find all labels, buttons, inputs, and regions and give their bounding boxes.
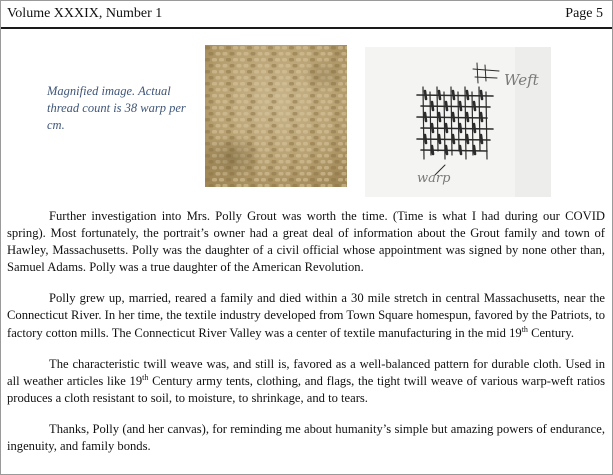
paragraph-3: The characteristic twill weave was, and still is, favored as a well-balanced pattern for durable cloth. Used in all weather articles like 19th Century army tents, clothing, and flags, the tight twill weave of various warp-weft ratios produces a cloth resistant to soil, to moisture, to shrinkage, and to tears. (7, 356, 606, 405)
paragraph-2: Polly grew up, married, reared a family and died within a 30 mile stretch in central Massachusetts, near the Connecticut River. In her time, the textile industry developed from Town Square homespun, favored by the Patriots, to factory cotton mills. The Connecticut River Valley was a center of textile manufacturing in the mid 19th Century. (7, 291, 605, 340)
paragraph-4: Thanks, Polly (and her canvas), for reminding me about humanity’s simple but amazing powers of endurance, ingenuity, and family bonds. (7, 421, 605, 454)
weft-label: Weft (504, 71, 539, 89)
article-body (7, 208, 605, 469)
figure-caption: Magnified image. Actual thread count is 38 warp per cm. (47, 84, 186, 132)
warp-label: warp (417, 171, 451, 186)
volume-label: Volume XXXIX, Number 1 (7, 6, 163, 21)
page-header (1, 1, 612, 29)
weave-sketch-image (365, 47, 551, 197)
paragraph-1: Further investigation into Mrs. Polly Grout was worth the time. (Time is what I had during our COVID spring). Most fortunately, the portrait’s owner had a great deal of information about the Grout family and town of Hawley, Massachusetts. Polly was the daughter of a civil official whose appointment was signed by none other than, Samuel Adams. Polly was a true daughter of the American Revolution. (7, 209, 605, 275)
magnified-fabric-image (205, 45, 347, 187)
page-number: Page 5 (565, 6, 603, 21)
